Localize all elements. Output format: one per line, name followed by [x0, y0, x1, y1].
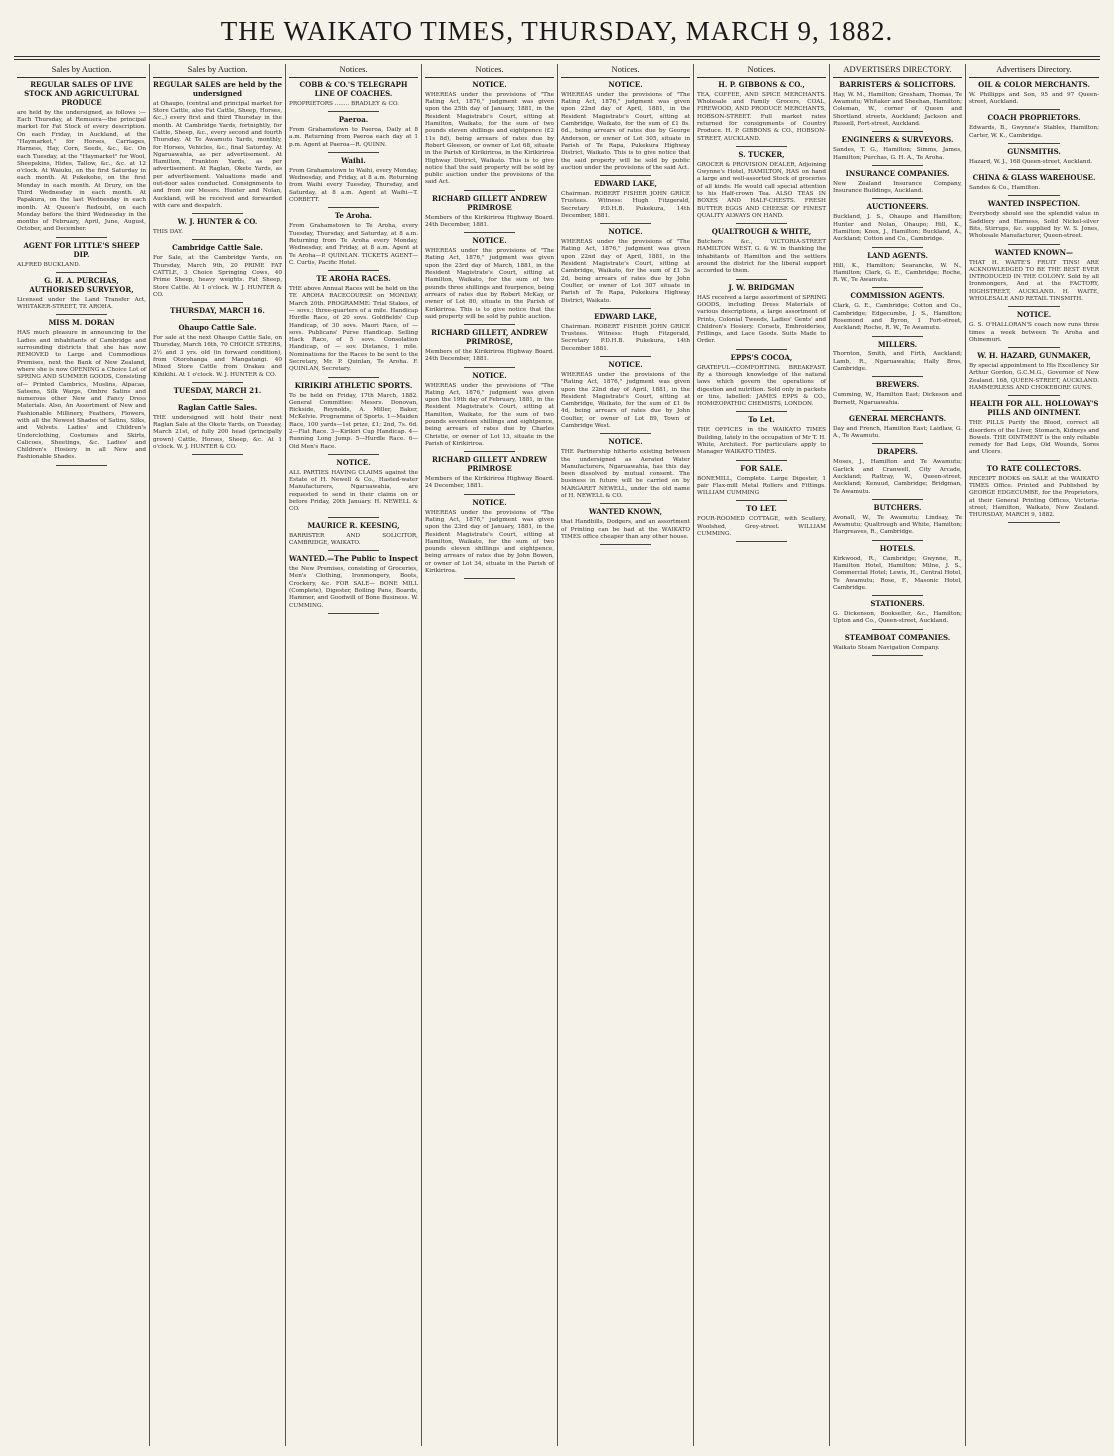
- block-separator: [328, 613, 380, 614]
- advertisement-block: [17, 277, 146, 316]
- column-header: Sales by Auction.: [17, 64, 146, 78]
- block-heading: WANTED KNOWN—: [994, 247, 1074, 257]
- advertisement-block: [833, 81, 962, 132]
- block-separator: [872, 499, 924, 500]
- column-header: Notices.: [697, 64, 826, 78]
- advertisement-block: [969, 81, 1099, 111]
- block-heading: HEALTH FOR ALL. HOLLOWAY'S PILLS AND OINTMENT.: [969, 399, 1099, 418]
- block-body: WHEREAS under the provisions of the "Rating Act, 1876," judgment was given upon the 22nd day of April, 1881, in the Resident Magistrate's Court, sitting at Cambridge, Waikato, for the sum of £1 9s 4d, being arrears of rates due by John Coulter, or owner of Lot 89, Town of Cambridge West.: [561, 371, 690, 430]
- advertisement-block: [833, 252, 962, 289]
- block-separator: [192, 399, 244, 400]
- block-separator: [736, 541, 788, 542]
- block-separator: [872, 655, 924, 656]
- advertisement-block: [969, 148, 1099, 170]
- block-separator: [56, 237, 108, 238]
- advertisement-block: [833, 415, 962, 445]
- column-header: Advertisers Directory.: [969, 64, 1099, 78]
- block-separator: [872, 595, 924, 596]
- block-separator: [328, 152, 380, 153]
- block-body: Day and French, Hamilton East; Laidlaw, G. A., Te Awamutu.: [833, 425, 962, 440]
- block-separator: [736, 349, 788, 350]
- column-6: [694, 64, 830, 1446]
- block-separator: [56, 314, 108, 315]
- block-heading: Raglan Cattle Sales.: [177, 402, 258, 412]
- advertisement-block: [17, 81, 146, 238]
- block-body: THE OFFICES in the WAIKATO TIMES Building, lately in the occupation of Mr T. H. White, Architect. For particulars apply to Manager WAIKATO TIMES.: [697, 427, 826, 456]
- advertisement-block: [697, 416, 826, 460]
- block-heading: BARRISTERS & SOLICITORS.: [839, 79, 956, 89]
- column-header: Sales by Auction.: [153, 64, 282, 78]
- block-body: that Handbills, Dodgers, and an assortment of Printing can be had at the WAIKATO TIMES office cheaper than any other house.: [561, 519, 690, 540]
- advertisement-block: [561, 438, 690, 504]
- block-heading: NOTICE.: [472, 370, 507, 380]
- block-separator: [1008, 522, 1060, 523]
- advertisement-block: [561, 180, 690, 224]
- block-body: WHEREAS under the provisions of "The Rating Act, 1876," judgment was given upon the 19th day of February, 1881, in the Resident Magistrate's Court, sitting at Hamilton, Waikato, for the sum of two pounds seventeen shillings and eightpence, being arrears of rates due by Charles Christie, or owner of Lot 13, situate in the Parish of Kirikiriroa.: [425, 382, 554, 447]
- advertisement-block: [833, 634, 962, 656]
- advertisement-block: [833, 203, 962, 247]
- block-heading: OIL & COLOR MERCHANTS.: [978, 79, 1090, 89]
- block-separator: [328, 454, 380, 455]
- block-heading: THURSDAY, MARCH 16.: [170, 306, 265, 316]
- advertisement-block: [833, 545, 962, 596]
- block-separator: [872, 410, 924, 411]
- advertisement-block: [425, 456, 554, 495]
- advertisement-block: [289, 81, 418, 112]
- block-heading: KIRIKIRI ATHLETIC SPORTS.: [294, 380, 413, 390]
- block-separator: [1008, 395, 1060, 396]
- block-heading: REGULAR SALES OF LIVE STOCK AND AGRICULTURAL PRODUCE: [24, 79, 139, 107]
- block-heading: RICHARD GILLETT, ANDREW PRIMROSE,: [431, 328, 548, 347]
- block-body: ALL PARTIES HAVING CLAIMS against the Estate of H. Newell & Co., Hasted-water Manufacturers, Ngaruawahia, are requested to send in their claims on or before Friday, 20th January. H. NEWELL & CO.: [289, 469, 418, 513]
- block-body: THE Partnership hitherto existing between the undersigned as Aerated Water Manufacturers, Ngaruawahia, has this day been dissolved by mutual consent. The business in future will be carried on by MARGARET NEWELL, under the old name of H. NEWELL & CO.: [561, 449, 690, 500]
- block-separator: [736, 500, 788, 501]
- block-body: Hill, K., Hamilton; Searancke, W. N., Hamilton; Clark, G. E., Cambridge; Roche, R. W., Te Awamutu.: [833, 262, 962, 284]
- advertisement-block: [289, 275, 418, 378]
- block-body: TEA, COFFEE, AND SPICE MERCHANTS. Wholesale and Family Grocers, COAL, FIREWOOD, AND PRODUCE MERCHANTS, HOBSON-STREET. Full market rates returned for consignments of Country Produce. H. P. GIBBONS & CO., HOBSON-STREET, AUCKLAND.: [697, 91, 826, 142]
- block-heading: INSURANCE COMPANIES.: [845, 168, 950, 178]
- block-body: Chairman. ROBERT FISHER JOHN GRICE Trustees. Witness: Hugh Fitzgerald, Secretary P.D.H.B. Pukekura, 14th December, 1881.: [561, 191, 690, 219]
- block-body: Hazard, W. J., 168 Queen-street, Auckland.: [969, 158, 1093, 165]
- advertisement-block: [697, 354, 826, 413]
- block-separator: [872, 198, 924, 199]
- block-body: From Grahamstown to Waihi, every Monday, Wednesday, and Friday, at 8 a.m. Returning from Waihi every Tuesday, Thursday, and Saturday, at 8 a.m. Agent at Waihi—T. CORBETT.: [289, 167, 418, 204]
- block-separator: [736, 460, 788, 461]
- advertisement-block: [425, 372, 554, 453]
- block-separator: [600, 175, 652, 176]
- block-body: For sale at the next Ohaupo Cattle Sale, on Thursday, March 16th, 70 CHOICE STEERS, 2½ and 3 yrs. old (in forward condition), from Otorohanga and Mangatangi. 40 Mixed Store Cattle from Orakau and Kihikihi. At 1 o'clock. W. J. HUNTER & CO.: [153, 335, 282, 378]
- advertisement-block: [561, 228, 690, 309]
- block-separator: [600, 544, 652, 545]
- block-body: Buckland, J. S., Ohaupo and Hamilton; Hunter and Nolan, Ohaupo; Hill, K., Hamilton; Knox, J., Hamilton; Buckland, A., Auckland; Cotton and Co., Cambridge.: [833, 214, 962, 243]
- advertisement-block: [561, 81, 690, 176]
- block-separator: [192, 319, 244, 320]
- advertisement-block: [697, 465, 826, 502]
- advertisement-block: [153, 244, 282, 303]
- block-heading: GUNSMITHS.: [1007, 146, 1061, 156]
- block-body: THE PILLS Purify the Blood, correct all disorders of the Liver, Stomach, Kidneys and Bowels. THE OINTMENT is the only reliable remedy for Bad Legs, Old Wounds, Sores and Ulcers.: [969, 420, 1099, 456]
- advertisement-block: [697, 505, 826, 542]
- block-separator: [328, 207, 380, 208]
- block-heading: GENERAL MERCHANTS.: [848, 413, 947, 423]
- column-7: [830, 64, 966, 1446]
- column-header: ADVERTISERS DIRECTORY.: [833, 64, 962, 78]
- block-heading: NOTICE.: [608, 227, 643, 237]
- column-header: Notices.: [561, 64, 690, 78]
- block-heading: NOTICE.: [472, 236, 507, 246]
- block-separator: [600, 308, 652, 309]
- block-body: Members of the Kirikiriroa Highway Board. 24th December, 1881.: [425, 349, 554, 363]
- block-separator: [1008, 143, 1060, 144]
- block-separator: [192, 239, 244, 240]
- advertisement-block: [289, 212, 418, 271]
- block-body: Cumming, W., Hamilton East; Dickeson and Burnett, Ngaruawahia.: [833, 392, 962, 406]
- block-body: Chairman. ROBERT FISHER JOHN GRICE Trustees. Witness: Hugh Fitzgerald, Secretary P.D.H.B. Pukekura, 14th December 1881.: [561, 323, 690, 352]
- block-heading: WANTED INSPECTION.: [987, 199, 1081, 209]
- advertisement-block: [153, 387, 282, 400]
- block-body: the New Premises, consisting of Groceries, Men's Clothing, Ironmongery, Boots, Crockery, &c. FOR SALE— BONE MILL (Complete), Digester, Boiling Pans, Boards, Hammer, and Goodwill of Bone Business. W. CUMMING.: [289, 566, 418, 609]
- advertisement-block: [969, 174, 1099, 196]
- block-body: THIS DAY.: [153, 229, 183, 236]
- block-separator: [464, 324, 516, 325]
- block-separator: [600, 503, 652, 504]
- block-heading: TO RATE COLLECTORS.: [986, 463, 1082, 473]
- block-separator: [1008, 244, 1060, 245]
- block-separator: [872, 540, 924, 541]
- block-heading: H. P. GIBBONS & CO.,: [718, 79, 805, 89]
- block-body: GROCER & PROVISION DEALER, Adjoining Gwynne's Hotel, HAMILTON, HAS on hand a large and well-assorted Stock of groceries of all kinds. He would call special attention to his Half-crown Tea. ALSO TEAS IN BOXES AND HALF-CHESTS. FRESH BUTTER EGGS AND CHEESE OF FINEST QUALITY ALWAYS ON HAND.: [697, 161, 826, 219]
- advertisement-block: [153, 324, 282, 383]
- advertisement-block: [17, 242, 146, 273]
- block-separator: [1008, 347, 1060, 348]
- block-heading: EDWARD LAKE,: [594, 311, 657, 321]
- newspaper-columns: [14, 64, 1100, 1446]
- block-heading: AUCTIONEERS.: [866, 202, 929, 212]
- advertisement-block: [833, 448, 962, 499]
- block-heading: NOTICE.: [336, 457, 371, 467]
- block-heading: MILLERS.: [877, 339, 918, 349]
- block-separator: [328, 111, 380, 112]
- block-separator: [56, 465, 108, 466]
- column-2: [150, 64, 286, 1446]
- block-body: GRATEFUL—COMFORTING. BREAKFAST. By a thorough knowledge of the natural laws which govern the operations of digestion and nutrition. Sold only in packets or tins, labelled: JAMES EPPS & CO., HOMŒOPATHIC CHEMISTS, LONDON.: [697, 364, 826, 408]
- block-separator: [192, 382, 244, 383]
- block-body: FOUR-ROOMED COTTAGE, with Scullery, Woolshed, Grey-street. WILLIAM CUMMING.: [697, 516, 826, 537]
- block-body: THE above Annual Races will be held on the TE AROHA RACECOURSE on MONDAY, March 20th. PROGRAMME: Trial Stakes, of — sovs.; three-quarters of a mile. Handicap Hurdle Race, of 20 sovs. Goldfields' Cup Handicap, of 30 sovs. Maori Race, of — sovs. Publicans' Purse Handicap. Selling Hack Race, of 5 sovs. Consolation Handicap, of — sov. Distance, 1 mile. Nominations for the Races to be sent to the Secretary, Mr. P. Quinlan, Te Aroha. F. QUINLAN, Secretary.: [289, 286, 418, 373]
- block-body: BONEMILL, Complete. Large Digester, 1 pair Flax-mill Metal Rollers and Fittings. WILLIAM CUMMING: [697, 475, 826, 497]
- advertisement-block: [425, 329, 554, 368]
- block-heading: CHINA & GLASS WAREHOUSE.: [972, 173, 1096, 183]
- advertisement-block: [969, 465, 1099, 524]
- block-separator: [192, 213, 244, 214]
- advertisement-block: [425, 195, 554, 234]
- block-heading: FOR SALE.: [740, 463, 783, 473]
- block-separator: [736, 223, 788, 224]
- advertisement-block: [561, 508, 690, 545]
- advertisement-block: [153, 307, 282, 320]
- block-heading: NOTICE.: [608, 79, 643, 89]
- block-heading: J. W. BRIDGMAN: [728, 282, 795, 292]
- block-body: From Grahamstown to Paeroa, Daily at 8 a.m. Returning from Paeroa each day at 1 p.m. Agent at Paeroa—R. QUINN.: [289, 127, 418, 148]
- advertisement-block: [833, 170, 962, 200]
- column-4: [422, 64, 558, 1446]
- block-heading: TE AROHA RACES.: [316, 274, 391, 284]
- advertisement-block: [969, 200, 1099, 244]
- column-1: [14, 64, 150, 1446]
- block-body: Avonall, W., Te Awamutu; Lindsay, Te Awamutu; Qualtrough and White, Hamilton; Hargreaves, R., Cambridge.: [833, 514, 962, 536]
- block-heading: AGENT FOR LITTLE'S SHEEP DIP.: [23, 240, 140, 259]
- advertisement-block: [289, 382, 418, 455]
- column-header: Notices.: [425, 64, 554, 78]
- block-separator: [464, 451, 516, 452]
- block-body: Sandes & Co., Hamilton.: [969, 185, 1041, 192]
- block-body: Clark, G. E., Cambridge; Cotton and Co., Cambridge; Edgecumbe, J. S., Hamilton; Rosemond and Byron, 1 Fort-street, Auckland; Roche, R. W., Te Awamutu.: [833, 303, 962, 332]
- block-separator: [736, 146, 788, 147]
- advertisement-block: [289, 157, 418, 208]
- advertisement-block: [833, 341, 962, 378]
- column-header: Notices.: [289, 64, 418, 78]
- block-heading: To Let.: [748, 415, 775, 425]
- advertisement-block: [697, 81, 826, 147]
- column-5: [558, 64, 694, 1446]
- advertisement-block: [833, 504, 962, 541]
- block-heading: NOTICE.: [608, 437, 643, 447]
- block-body: Everybody should see the splendid value in Saddlery and Harness, Solid Nickel-silver Bits, Stirrups, &c. supplied by W. S. Jones, Wholesale Manufacturer, Queen-street.: [969, 211, 1099, 240]
- block-body: Sandes, T. G., Hamilton; Simms, James, Hamilton; Purchas, G. H. A., Te Aroha.: [833, 147, 962, 161]
- block-body: WHEREAS under the provisions of "The Rating Act, 1876," judgment was given upon the 23rd day of January, 1881, in the Resident Magistrate's Court, sitting at Hamilton, Waikato, for the sum of two pounds eleven shillings and eightpence, being arrears of rates due by John Bowen, or owner of Lot 34, situate in the Parish of Kirikiriroa.: [425, 509, 554, 575]
- block-body: Members of the Kirikiriroa Highway Board. 24 December, 1881.: [425, 476, 554, 490]
- block-heading: DRAPERS.: [877, 447, 918, 457]
- block-separator: [872, 165, 924, 166]
- block-separator: [56, 272, 108, 273]
- advertisement-block: [969, 114, 1099, 144]
- block-separator: [1008, 306, 1060, 307]
- block-heading: G. H. A. PURCHAS, AUTHORISED SURVEYOR,: [29, 275, 134, 294]
- block-body: Butchers &c., VICTORIA-STREET HAMILTON WEST. G. & W. in thanking the inhabitants of Hamilton and the settlers around the district for the liberal support accorded to them.: [697, 239, 826, 275]
- block-separator: [192, 302, 244, 303]
- advertisement-block: [833, 136, 962, 166]
- block-heading: W. J. HUNTER & CO.: [177, 217, 258, 227]
- advertisement-block: [561, 313, 690, 357]
- block-heading: NOTICE.: [472, 497, 507, 507]
- block-separator: [872, 131, 924, 132]
- block-heading: NOTICE.: [608, 360, 643, 369]
- advertisement-block: [697, 228, 826, 279]
- advertisement-block: [289, 459, 418, 518]
- block-body: at Ohaupo, (central and principal market for Store Cattle, also Fat Cattle, Sheep, Horses, &c.,) every first and third Thursday in the month. At Cambridge Yards, fortnightly, for Cattle, Sheep, &c., every second and fourth Thursday. At Te Awamutu Yards, monthly, for Horses, Vehicles, &c., final Saturday. At Ngaruawahia, as per advertisement. At Hamilton, Frankton Yards, as per advertisement. At Raglan, Okete Yards, as per advertisement. Valuations made and out-door sales conducted. Consignments to and from our Messrs. Hunter and Nolan, Auckland, will be received and forwarded with care and despatch.: [153, 100, 282, 209]
- block-separator: [736, 411, 788, 412]
- block-body: RECEIPT BOOKS on SALE at the WAIKATO TIMES Office. Printed and Published by GEORGE EDGECUMBE, for the Proprietors, at their General Printing Offices, Victoria-street, Hamilton, Waikato, New Zealand. THURSDAY, MARCH 9, 1882.: [969, 475, 1099, 519]
- block-body: For Sale, at the Cambridge Yards, on Thursday, March 9th, 20 PRIME FAT CATTLE, 3 Choice Springing Cows, 40 Prime Sheep, heavy weights. Fat Sheep, Store Cattle. At 1 o'clock. W. J. HUNTER & CO.: [153, 255, 282, 298]
- block-heading: TUESDAY, MARCH 21.: [173, 385, 262, 395]
- block-separator: [600, 356, 652, 357]
- block-separator: [328, 517, 380, 518]
- advertisement-block: [969, 400, 1099, 460]
- block-separator: [600, 433, 652, 434]
- column-8: [966, 64, 1102, 1446]
- block-body: Kirkwood, R., Cambridge; Gwynne, R., Hamilton Hotel, Hamilton; Milne, J. S., Commercial Hotel; Lewis, H., Central Hotel, Te Awamutu; Rose, F., Masonic Hotel, Cambridge.: [833, 555, 962, 591]
- block-body: Moses, J., Hamilton and Te Awamutu; Garlick and Cranwell, City Arcade, Auckland; Rattray, W., Queen-street, Auckland; Kenuud, Cambridge; Bridgman, Te Awamutu.: [833, 459, 962, 495]
- advertisement-block: [969, 352, 1099, 396]
- block-heading: EPPS'S COCOA,: [730, 352, 793, 362]
- block-heading: STATIONERS.: [870, 599, 925, 609]
- block-heading: STEAMBOAT COMPANIES.: [844, 632, 951, 642]
- block-separator: [736, 279, 788, 280]
- block-body: W. Phillipps and Son, 95 and 97 Queen-street, Auckland.: [969, 91, 1099, 106]
- block-body: Licensed under the Land Transfer Act, WHITAKER-STREET, TE AROHA.: [17, 296, 146, 311]
- masthead-title: THE WAIKATO TIMES, THURSDAY, MARCH 9, 1882.: [220, 16, 894, 46]
- block-body: Waikato Steam Navigation Company.: [833, 644, 940, 651]
- block-heading: TO LET.: [746, 504, 777, 514]
- block-body: To be held on Friday, 17th March, 1882. General Committee: Messrs. Donovan, Rickside, Reynolds, A. Miller, Baker, McKelvie. Programme of Sports. 1—Maiden Race, 100 yards—1st prize, £1; 2nd, 7s. 6d. 2—Flat Race. 3—Kirikiri Cup Handicap. 4—Running Long Jump. 5—Hurdle Race. 6—Old Men's Race.: [289, 392, 418, 450]
- advertisement-block: [833, 292, 962, 336]
- block-body: Members of the Kirikiriroa Highway Board. 24th December, 1881.: [425, 214, 554, 228]
- block-body: WHEREAS under the provisions of "The Rating Act, 1876," judgment was given upon 22nd day of April, 1881, in the Resident Magistrate's Court, sitting at Cambridge, Waikato, for the sum of £1 3s 2d, being arrears of rates due by John Coulter, or owner of Lot 307 situate in Parish of Te Rapa, Pukekura Highway District, Waikato.: [561, 239, 690, 304]
- block-heading: NOTICE.: [1016, 310, 1052, 320]
- advertisement-block: [561, 361, 690, 434]
- block-body: BARRISTER AND SOLICITOR, CAMBRIDGE, WAIKATO.: [289, 532, 418, 546]
- block-body: Hay, W. M., Hamilton; Gresham, Thomas, Te Awamutu; Whitaker and Sheehan, Hamilton; Coleman, W., corner of Queen and Shortland streets, Auckland; Jackson and Russell, Fort-street, Auckland.: [833, 91, 962, 128]
- masthead-rule: [14, 56, 1100, 57]
- block-heading: RICHARD GILLETT ANDREW PRIMROSE: [432, 455, 547, 474]
- block-heading: W. H. HAZARD, GUNMAKER,: [977, 351, 1091, 361]
- block-heading: COBB & CO.'S TELEGRAPH LINE OF COACHES.: [299, 79, 408, 98]
- block-body: New Zealand Insurance Company, Insurance Buildings, Auckland.: [833, 180, 962, 195]
- block-separator: [328, 270, 380, 271]
- advertisement-block: [289, 116, 418, 153]
- advertisement-block: [289, 522, 418, 552]
- block-heading: Te Aroha.: [334, 211, 373, 221]
- block-body: THAT H. WAITE'S FRUIT TINS! ARE ACKNOWLEDGED TO BE THE BEST EVER INTRODUCED IN THE COLONY. Sold by all Ironmongers, And at the FACTORY, HIGHSTREET, AUCKLAND. H. WAITE, WHOLESALE AND RETAIL TINSMITH.: [969, 259, 1099, 303]
- advertisement-block: [969, 311, 1099, 348]
- advertisement-block: [153, 404, 282, 455]
- block-body: are held by the undersigned, as follows :— Each Thursday, at Remuera—the principal market for Fat Stock of every description. On each Friday, in Auckland, at the "Haymarket," for Horses, Carriages, Harness, Hay, Corn, Seeds, &c., &c. On each Tuesday, at the "Haymarket" for Wool, Sheepskins, Hides, Tallow, &c., &c. at 12 o'clock. At Waiuku, on the first Saturday in each month. At Pukekohe, on the first Monday in each month. At Drury, on the Third Wednesday in each month. At Papakura, on the last Wednesday in each month. At Queen's Redoubt, on each Monday before the third Wednesday in the months of February, April, June, August, October, and December.: [17, 109, 146, 233]
- column-3: [286, 64, 422, 1446]
- block-separator: [192, 454, 244, 455]
- block-heading: NOTICE.: [472, 79, 507, 89]
- block-heading: ENGINEERS & SURVEYORS.: [841, 135, 954, 145]
- block-heading: HOTELS.: [879, 543, 916, 553]
- advertisement-block: [425, 237, 554, 325]
- block-separator: [1008, 460, 1060, 461]
- block-separator: [600, 223, 652, 224]
- block-heading: LAND AGENTS.: [867, 250, 928, 260]
- advertisement-block: [697, 284, 826, 350]
- block-heading: RICHARD GILLETT ANDREW PRIMROSE: [432, 193, 547, 212]
- advertisement-block: [425, 499, 554, 580]
- block-body: Edwards, B., Gwynne's Stables, Hamilton; Carter, W. K., Cambridge.: [969, 125, 1099, 139]
- block-separator: [872, 287, 924, 288]
- block-body: Thornton, Smith, and Firth, Auckland; Lamb, R., Ngaruawahia; Hally Bros, Cambridge.: [833, 351, 962, 373]
- advertisement-block: [969, 249, 1099, 308]
- block-body: G. Dickenson, Bookseller, &c., Hamilton; Upton and Co., Queen-street, Auckland.: [833, 611, 962, 625]
- block-heading: REGULAR SALES are held by the undersigned: [153, 79, 282, 98]
- block-heading: MAURICE R. KEESING,: [307, 520, 400, 530]
- block-separator: [872, 247, 924, 248]
- block-body: WHEREAS under the provisions of "The Rating Act, 1876," judgment was given upon 22nd day of April, 1881, in the Resident Magistrate's Court, sitting at Cambridge, Waikato, for the sum of £1 8s. 6d., being arrears of rates due by George Anderson, or owner of Lot 305, situate in Parish of Te Rapa, Pukekura Highway District, Waikato. This is to give notice that the said property will be sold by public auction under the provisions of the said Act.: [561, 91, 690, 171]
- block-body: WHEREAS under the provisions of "The Rating Act, 1876," judgment was given upon the 25th day of January, 1881, in the Resident Magistrate's Court, sitting at Hamilton, Waikato, for the sum of two pounds eleven shillings and eightpence (£2 11s 8d), being arrears of rates due by Robert Gleeson, or owner of Lot 68, situate in the Parish of Kirikiriroa, in the Kirikiriroa Highway District, Waikato. This is to give notice that the said property will be sold by public auction under the provisions of the said Act.: [425, 91, 554, 186]
- block-separator: [464, 494, 516, 495]
- block-body: From Grahamstown to Te Aroha, every Tuesday, Thursday, and Saturday, at 8 a.m. Returning from Te Aroha every Monday, Wednesday, and Friday, at 8 a.m. Agent at Te Aroha—P. QUINLAN. TICKETS AGENT— C. Curtis, Pacific Hotel.: [289, 223, 418, 266]
- block-body: THE undersigned will hold their next Raglan Sale at the Okete Yards, on Tuesday, March 21st, of fully 200 head (principally grown) Cattle, Horses, Sheep, &c. At 1 o'clock. W. J. HUNTER & CO.: [153, 414, 282, 450]
- advertisement-block: [153, 81, 282, 214]
- block-heading: Cambridge Cattle Sale.: [172, 243, 263, 253]
- block-heading: S. TUCKER,: [738, 149, 785, 159]
- block-separator: [464, 190, 516, 191]
- block-separator: [872, 336, 924, 337]
- block-separator: [464, 232, 516, 233]
- advertisement-block: [697, 151, 826, 224]
- block-separator: [872, 629, 924, 630]
- block-body: HAS received a large assortment of SPRING GOODS, including Dress Materials of various descriptions, a large assortment of Prints, Colonial Tweeds, Ladies' Gents' and Children's Hosiery. Corsets, Embroideries, Frillings, and Lace Goods. Suits Made to Order.: [697, 294, 826, 345]
- advertisement-block: [153, 218, 282, 240]
- block-body: PROPRIETORS ........ BRADLEY & CO.: [289, 100, 399, 107]
- block-separator: [1008, 169, 1060, 170]
- block-separator: [872, 376, 924, 377]
- block-separator: [464, 578, 516, 579]
- block-heading: MISS M. DORAN: [48, 318, 115, 328]
- block-heading: BREWERS.: [875, 380, 920, 390]
- block-body: G. S. O'HALLORAN'S coach now runs three times a week between Te Aroha and Ohinemuri.: [969, 322, 1099, 343]
- block-separator: [872, 443, 924, 444]
- block-heading: WANTED KNOWN,: [588, 507, 663, 517]
- block-body: ALFRED BUCKLAND.: [17, 261, 81, 268]
- masthead-rule-2: [14, 59, 1100, 60]
- block-heading: Waihi.: [341, 155, 366, 165]
- block-separator: [464, 367, 516, 368]
- block-heading: Paeroa.: [338, 115, 369, 125]
- block-heading: COACH PROPRIETORS.: [987, 113, 1081, 123]
- advertisement-block: [289, 555, 418, 614]
- advertisement-block: [833, 600, 962, 630]
- block-separator: [328, 377, 380, 378]
- advertisement-block: [833, 381, 962, 411]
- block-heading: Ohaupo Cattle Sale.: [178, 323, 257, 333]
- advertisement-block: [425, 81, 554, 191]
- block-body: HAS much pleasure in announcing to the Ladies and inhabitants of Cambridge and surrounding districts that she has now REMOVED to Large and Commodious Premises, next the Bank of New Zealand, where she is now OPENING a Choice Lot of SPRING AND SUMMER GOODS, Consisting of— Printed Cambrics, Muslins, Alpacas, Sateens, Silk Warps, Ombre Satins and numerous other New and Fancy Dress Materials. Also, An Assortment of New and Fashionable Millinery, Feathers, Flowers, with all the Newest Shades of Satins, Silks, and Velvets. Ladies' and Children's Underclothing, Costumes and Skirts, Calicoes, Sheetings, &c. Ladies' and Children's Hosiery in all New and Fashionable Shades.: [17, 330, 146, 461]
- block-heading: EDWARD LAKE,: [594, 179, 657, 189]
- block-heading: COMMISSION AGENTS.: [850, 291, 945, 301]
- block-body: WHEREAS under the provisions of "The Rating Act, 1876," judgment was given upon the 23rd day of March, 1881, in the Resident Magistrate's Court, sitting at Hamilton, Waikato, for the sum of two pounds three shillings and fourpence, being arrears of rates due by Robert McKay, or owner of Lot 80, situate in the Parish of Kirikiriroa. This is to give notice that the said property will be sold by public auction.: [425, 248, 554, 320]
- block-heading: BUTCHERS.: [873, 502, 922, 512]
- block-separator: [328, 550, 380, 551]
- block-heading: QUALTROUGH & WHITE,: [711, 227, 812, 237]
- block-separator: [1008, 195, 1060, 196]
- block-body: By special appointment to His Excellency Sir Arthur Gordon, G.C.M.G., Governor of New Zealand. 168, QUEEN-STREET, AUCKLAND. HAMMERLESS AND CHOKEBORE GUNS.: [969, 363, 1099, 392]
- block-separator: [1008, 109, 1060, 110]
- advertisement-block: [17, 319, 146, 465]
- block-heading: WANTED.—The Public to Inspect: [289, 554, 418, 564]
